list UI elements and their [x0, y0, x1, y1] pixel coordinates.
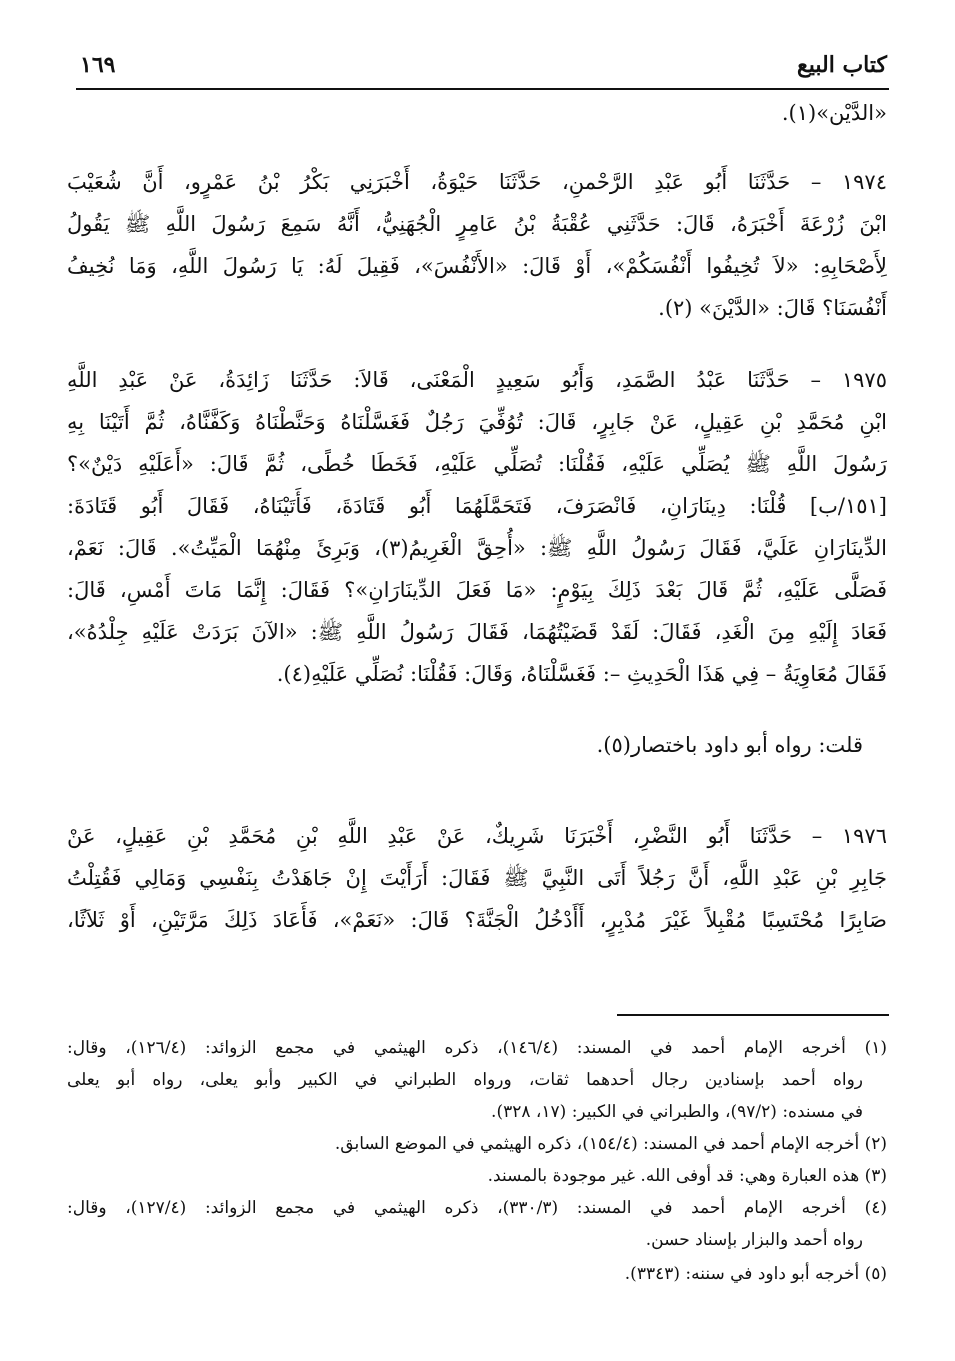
- text-line: الدِّينَارَانِ عَلَيَّ، فَقَالَ رَسُولُ اللَّهِ ﷺ: «أُحِقَّ الْغَرِيمُ(٣)، وَبَرِئَ مِنْهُمَا الْمَيِّتُ». قَالَ: نَعَمْ،: [67, 536, 888, 560]
- text-line: صَابِرًا مُحْتَسِبًا مُقْبِلاً غَيْرَ مُدْبِرٍ، أَأَدْخُلُ الْجَنَّةَ؟ قَالَ: «نَعَمْ»، فَأَعَادَ ذَلِكَ مَرَّتَيْنِ، أَوْ ثَلاَثًا،: [67, 908, 887, 932]
- text-line: ابْنِ مُحَمَّدِ بْنِ عَقِيلٍ، عَنْ جَابِرٍ، قَالَ: تُوُفِّيَ رَجُلٌ فَغَسَّلْنَاهُ وَحَنَّطْنَاهُ وَكَفَّنَّاهُ، ثُمَّ أَتَيْنَا بِهِ: [67, 410, 887, 434]
- text-line: «الدَّيْن»(١).: [781, 101, 887, 125]
- hadith-1974-line: ١٩٧٤ – حَدَّثَنَا أَبُو عَبْدِ الرَّحْمنِ، حَدَّثَنَا حَيْوَةُ، أَخْبَرَنِي بَكْرُ بْنُ عَمْرٍو، أَنَّ شُعَيْبَ: [67, 170, 887, 194]
- footnote-1: (١) أخرجه الإمام أحمد في المسند: (١٤٦/٤)، ذكره الهيثمي في مجمع الزوائد: (١٢٦/٤)، وقال:: [67, 1038, 887, 1058]
- footnote-4-cont: رواه أحمد والبزار بإسناد حسن.: [645, 1230, 863, 1250]
- text-line: لِأَصْحَابِهِ: «لاَ تُخِيفُوا أَنْفُسَكُمْ»، أَوْ قَالَ: «الأَنْفُسَ»، فَقِيلَ لَهُ: يَا رَسُولَ اللَّهِ، وَمَا نُخِيفُ: [67, 254, 887, 278]
- header-rule: [76, 88, 889, 90]
- footnote-4: (٤) أخرجه الإمام أحمد في المسند: (٣٣٠/٣)، ذكره الهيثمي في مجمع الزوائد: (١٢٧/٤)، وقال:: [67, 1198, 887, 1218]
- text-line: [١٥١/ب] قُلْنَا: دِينَارَانِ، فَانْصَرَفَ، فَتَحَمَّلَهُمَا أَبُو قَتَادَةَ، فَأَتَيْنَاهُ، فَقَالَ أَبُو قَتَادَةَ:: [67, 494, 887, 518]
- text-line: فَصَلَّى عَلَيْهِ، ثُمَّ قَالَ بَعْدَ ذَلِكَ بِيَوْمٍ: «مَا فَعَلَ الدِّينَارَانِ»؟ فَقَالَ: إِنَّمَا مَاتَ أَمْسِ، قَالَ:: [67, 578, 887, 602]
- text-line: ابْنَ زُرْعَةَ أَخْبَرَهُ، قَالَ: حَدَّثَنِي عُقْبَةُ بْنُ عَامِرٍ الْجُهَنِيُّ، أَنَّهُ سَمِعَ رَسُولَ اللَّهِ ﷺ يَقُولُ: [67, 212, 887, 236]
- footnote-1-cont: رواه أحمد بإسنادين رجال أحدهما ثقات، ورواه الطبراني في الكبير وأبو يعلى، رواه أبو يعلى: [67, 1070, 863, 1090]
- running-header-title: كتاب البيع: [797, 52, 887, 78]
- text-line: رَسُولَ اللَّهِ ﷺ يُصَلِّي عَلَيْهِ، فَقُلْنَا: تُصَلِّي عَلَيْهِ، فَخَطَا خُطًى، ثُمَّ قَالَ: «أَعَلَيْهِ دَيْنٌ»؟: [67, 452, 887, 476]
- text-line: فَقَالَ مُعَاوِيَةُ – فِي هَذَا الْحَدِيثِ –: فَغَسَّلْنَاهُ، وَقَالَ: فَقُلْنَا: نُصَلِّي عَلَيْهِ(٤).: [276, 662, 887, 686]
- footnote-1-cont: في مسنده: (٩٧/٢)، والطبراني في الكبير: (١٧، ٣٢٨).: [491, 1102, 863, 1122]
- text-line: أَنْفُسَنَا؟ قَالَ: «الدَّيْنَ» (٢).: [658, 296, 887, 320]
- footnote-rule: [617, 1014, 889, 1016]
- author-note: قلت: رواه أبو داود باختصار(٥).: [596, 733, 863, 757]
- hadith-1976-line: ١٩٧٦ – حَدَّثَنَا أَبُو النَّضْرِ، أَخْبَرَنَا شَرِيكٌ، عَنْ عَبْدِ اللَّهِ بْنِ مُحَمَّدِ بْنِ عَقِيلٍ، عَنْ: [67, 824, 887, 848]
- text-line: فَعَادَ إِلَيْهِ مِنَ الْغَدِ، فَقَالَ: لَقَدْ قَضَيْتُهُمَا، فَقَالَ رَسُولُ اللَّهِ ﷺ: «الآنَ بَرَدَتْ عَلَيْهِ جِلْدُهُ»،: [67, 620, 887, 644]
- footnote-2: (٢) أخرجه الإمام أحمد في المسند: (١٥٤/٤)، ذكره الهيثمي في الموضع السابق.: [334, 1134, 887, 1154]
- text-line: جَابِرِ بْنِ عَبْدِ اللَّهِ، أَنَّ رَجُلاً أَتَى النَّبِيَّ ﷺ فَقَالَ: أَرَأَيْتَ إِنْ جَاهَدْتُ بِنَفْسِي وَمَالِي فَقُتِلْتُ: [67, 866, 887, 890]
- page-number: ١٦٩: [80, 52, 116, 78]
- footnote-3: (٣) هذه العبارة وهي: قد أوفى الله. غير موجودة بالمسند.: [487, 1166, 887, 1186]
- hadith-1975-line: ١٩٧٥ – حَدَّثَنَا عَبْدُ الصَّمَدِ، وَأَبُو سَعِيدٍ الْمَعْنَى، قَالاَ: حَدَّثَنَا زَائِدَةُ، عَنْ عَبْدِ اللَّهِ: [67, 368, 887, 392]
- footnote-5: (٥) أخرجه أبو داود في سننه: (٣٣٤٣).: [624, 1264, 887, 1284]
